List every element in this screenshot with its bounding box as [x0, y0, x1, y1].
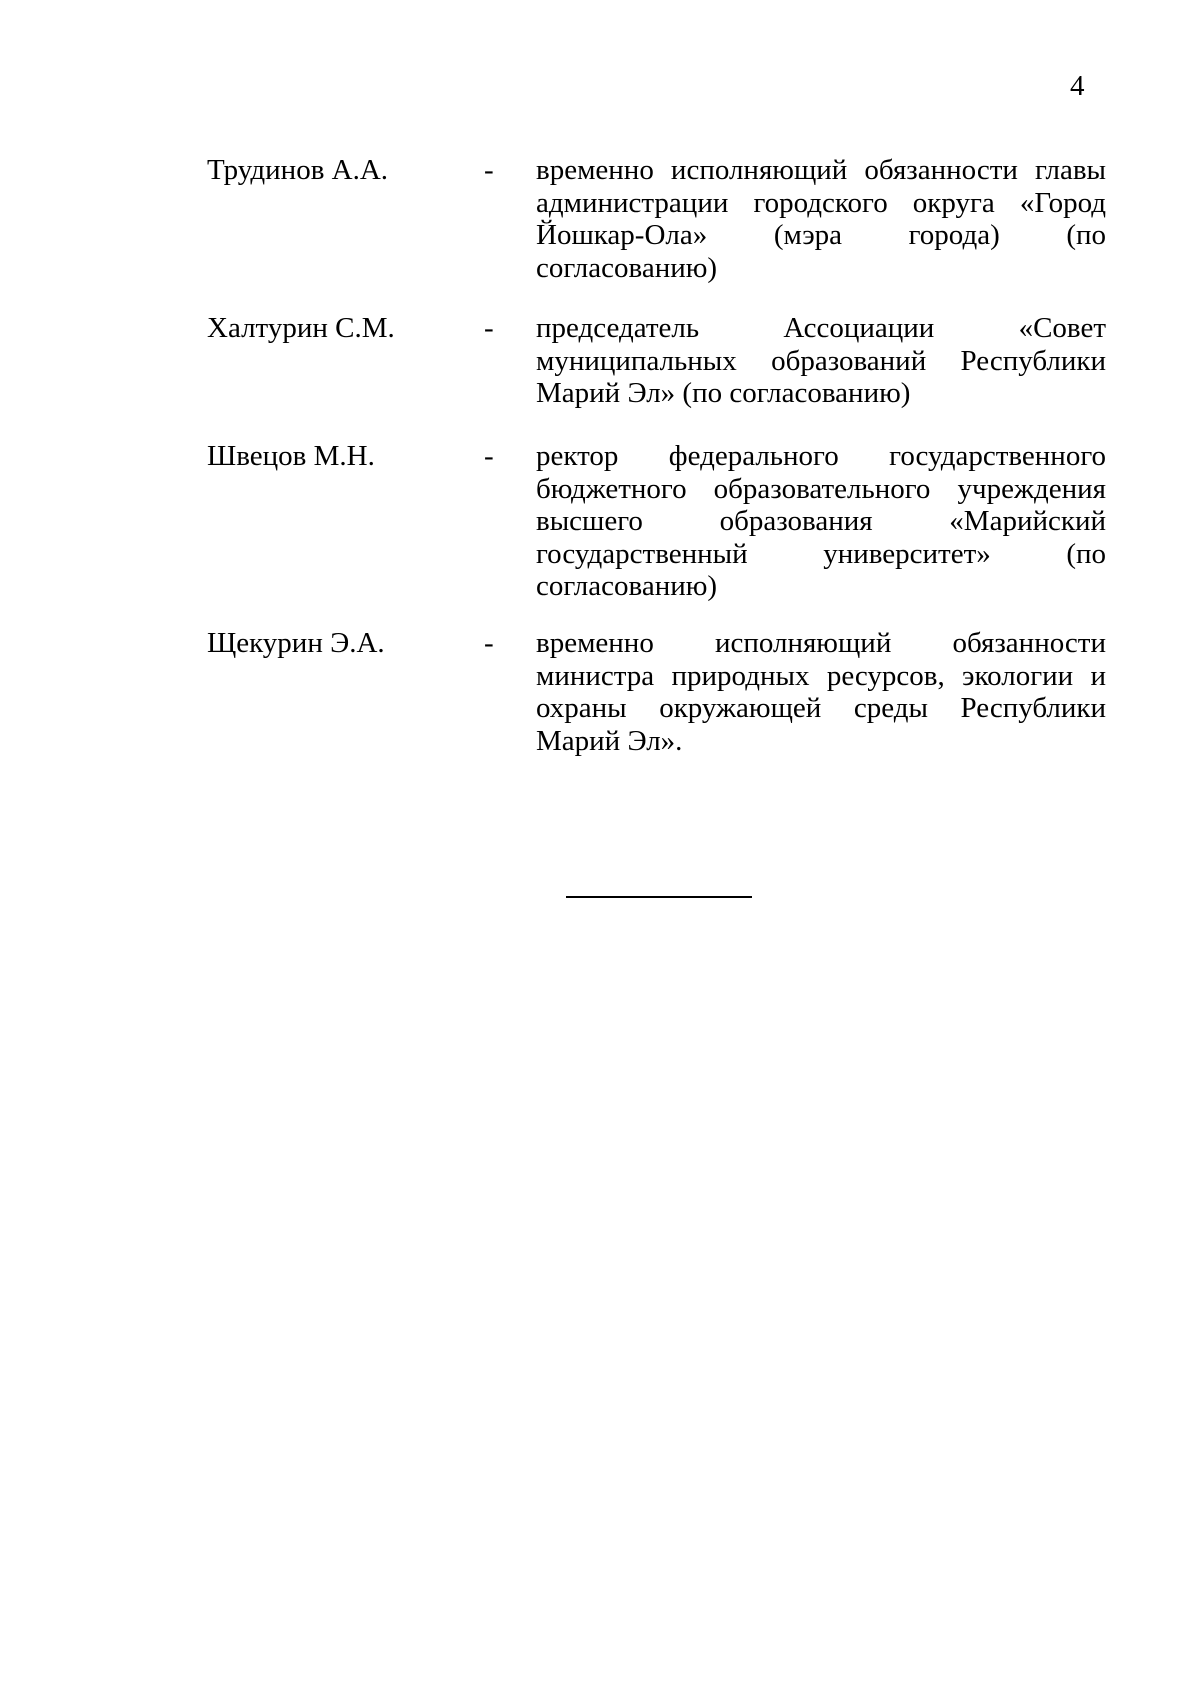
- member-dash: -: [484, 627, 494, 659]
- member-dash: -: [484, 440, 494, 472]
- member-name: Трудинов А.А.: [207, 154, 389, 186]
- member-role: ректор федерального государственного бюджетного образовательного учреждения высшего образования «Марийский государственный университет» (по согласованию): [536, 440, 1106, 602]
- member-name: Халтурин С.М.: [207, 312, 395, 344]
- page-number: 4: [1070, 70, 1085, 102]
- member-dash: -: [484, 312, 494, 344]
- member-dash: -: [484, 154, 494, 186]
- end-of-list-rule: [566, 896, 752, 898]
- member-role: временно исполняющий обязанности министра природных ресурсов, экологии и охраны окружающей среды Республики Марий Эл».: [536, 627, 1106, 757]
- member-name: Щекурин Э.А.: [207, 627, 385, 659]
- member-name: Швецов М.Н.: [207, 440, 375, 472]
- member-role: временно исполняющий обязанности главы администрации городского округа «Город Йошкар-Ола» (мэра города) (по согласованию): [536, 154, 1106, 284]
- member-role: председатель Ассоциации «Совет муниципальных образований Республики Марий Эл» (по согласованию): [536, 312, 1106, 409]
